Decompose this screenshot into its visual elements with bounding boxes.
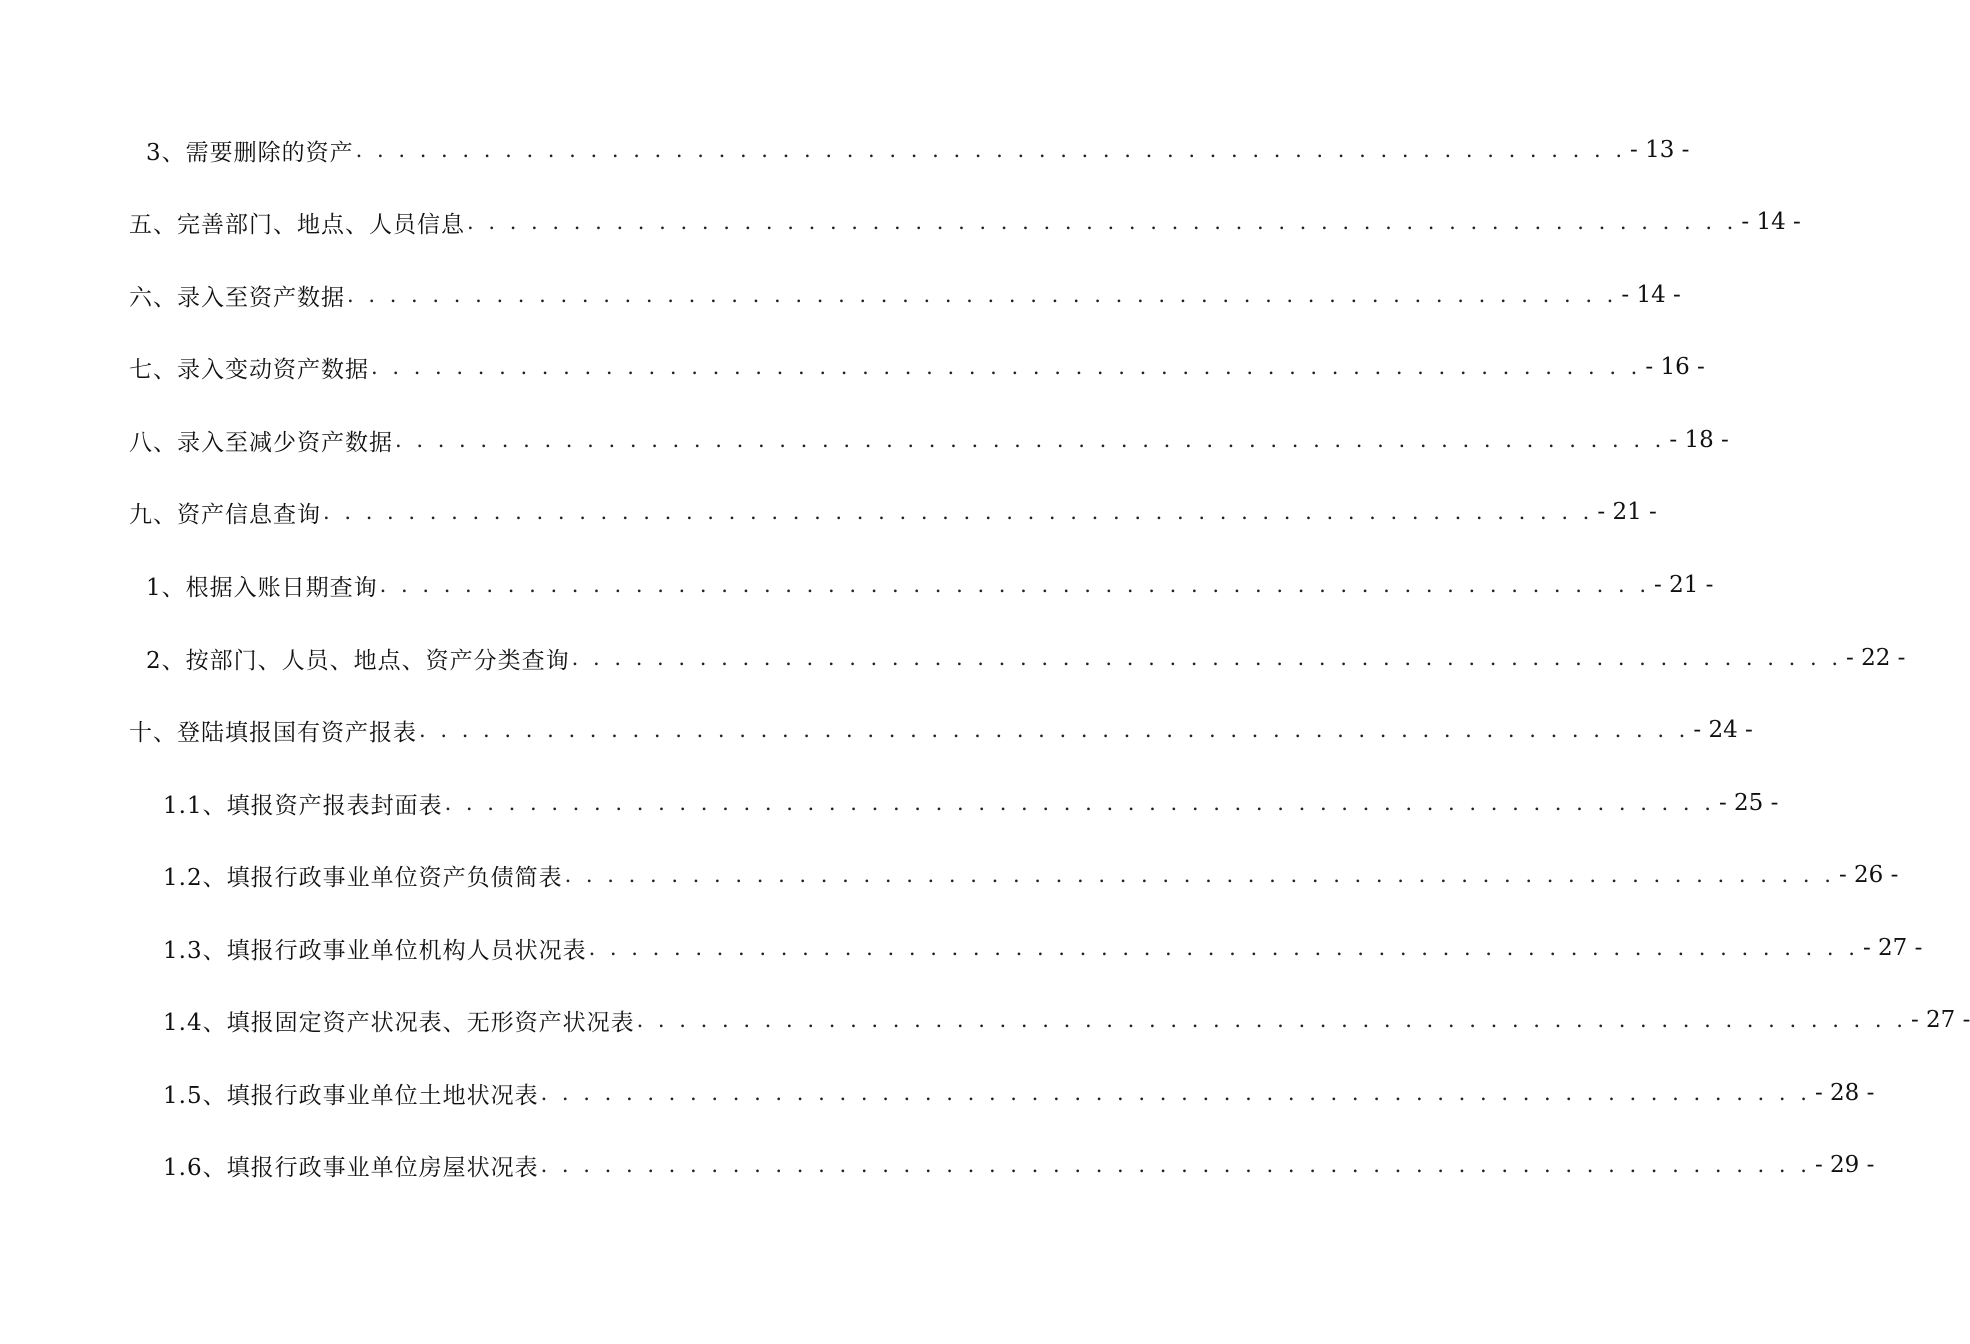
toc-entry-page: - 24 - [1693, 717, 1753, 743]
toc-entry[interactable] [0, 928, 1923, 968]
toc-entry[interactable] [0, 855, 1899, 895]
toc-entry-page: - 14 - [1621, 282, 1681, 308]
toc-dot-leader: . . . . . . . . . . . . . . . . . . . . . . . . . . . . . . . . . . . . . . . . . . . . . . . . . . . . . . . . . . . . [636, 1008, 1907, 1032]
toc-entry-title: 五、完善部门、地点、人员信息 [129, 211, 465, 238]
toc-entry-page: - 18 - [1669, 427, 1729, 453]
toc-entry-title: 七、录入变动资产数据 [129, 356, 369, 383]
toc-entry-title: 九、资产信息查询 [129, 501, 321, 528]
toc-entry-page: - 21 - [1597, 499, 1657, 525]
toc-entry-page: - 14 - [1741, 209, 1801, 235]
toc-entry[interactable] [0, 1073, 1875, 1113]
toc-entry[interactable] [0, 275, 1681, 315]
toc-entry-title: 3、需要删除的资产 [146, 139, 354, 166]
toc-entry[interactable] [0, 783, 1779, 823]
toc-entry[interactable] [0, 710, 1753, 750]
toc-entry-page: - 22 - [1846, 645, 1906, 671]
toc-dot-leader: . . . . . . . . . . . . . . . . . . . . . . . . . . . . . . . . . . . . . . . . . . . . . . . . . . . . . . . . . . . . [564, 863, 1835, 887]
toc-dot-leader: . . . . . . . . . . . . . . . . . . . . . . . . . . . . . . . . . . . . . . . . . . . . . . . . . . . . . . . . . . . . [379, 573, 1651, 597]
toc-entry-page: - 13 - [1630, 137, 1690, 163]
toc-entry-page: - 29 - [1814, 1152, 1875, 1178]
toc-entry-title: 1.2、填报行政事业单位资产负债简表 [163, 864, 563, 891]
toc-dot-leader: . . . . . . . . . . . . . . . . . . . . . . . . . . . . . . . . . . . . . . . . . . . . . . . . . . . . . . . . . . . . [467, 210, 1738, 234]
toc-entry-title: 1.1、填报资产报表封面表 [163, 792, 443, 819]
toc-entry-title: 1.5、填报行政事业单位土地状况表 [163, 1082, 539, 1109]
toc-dot-leader: . . . . . . . . . . . . . . . . . . . . . . . . . . . . . . . . . . . . . . . . . . . . . . . . . . . . . . . . . . . . [540, 1081, 1811, 1105]
toc-entry-title: 八、录入至减少资产数据 [129, 429, 393, 456]
toc-dot-leader: . . . . . . . . . . . . . . . . . . . . . . . . . . . . . . . . . . . . . . . . . . . . . . . . . . . . . . . . . . . . [540, 1153, 1811, 1177]
toc-entry[interactable] [0, 1145, 1875, 1185]
toc-dot-leader: . . . . . . . . . . . . . . . . . . . . . . . . . . . . . . . . . . . . . . . . . . . . . . . . . . . . . . . . . . . . [444, 791, 1715, 815]
toc-entry-title: 2、按部门、人员、地点、资产分类查询 [146, 647, 570, 674]
toc-entry[interactable] [0, 565, 1714, 605]
toc-entry-title: 1.6、填报行政事业单位房屋状况表 [163, 1154, 539, 1181]
toc-entry[interactable] [0, 130, 1690, 170]
toc-entry-title: 六、录入至资产数据 [129, 284, 345, 311]
toc-entry-page: - 25 - [1718, 790, 1779, 816]
toc-entry-page: - 16 - [1645, 354, 1705, 380]
toc-dot-leader: . . . . . . . . . . . . . . . . . . . . . . . . . . . . . . . . . . . . . . . . . . . . . . . . . . . . . . . . . . . . [371, 355, 1642, 379]
toc-entry-page: - 26 - [1838, 862, 1899, 888]
toc-entry[interactable] [0, 492, 1657, 532]
toc-entry-page: - 28 - [1814, 1080, 1875, 1106]
toc-entry-title: 1、根据入账日期查询 [146, 574, 378, 601]
toc-entry[interactable] [0, 638, 1906, 678]
toc-dot-leader: . . . . . . . . . . . . . . . . . . . . . . . . . . . . . . . . . . . . . . . . . . . . . . . . . . . . . . . . . . . . [588, 936, 1859, 960]
toc-entry[interactable] [0, 202, 1801, 242]
toc-entry-title: 十、登陆填报国有资产报表 [129, 719, 417, 746]
toc-dot-leader: . . . . . . . . . . . . . . . . . . . . . . . . . . . . . . . . . . . . . . . . . . . . . . . . . . . . . . . . . . . . [347, 283, 1618, 307]
toc-dot-leader: . . . . . . . . . . . . . . . . . . . . . . . . . . . . . . . . . . . . . . . . . . . . . . . . . . . . . . . . . . . . [395, 428, 1666, 452]
toc-dot-leader: . . . . . . . . . . . . . . . . . . . . . . . . . . . . . . . . . . . . . . . . . . . . . . . . . . . . . . . . . . . . [323, 500, 1594, 524]
toc-entry-page: - 27 - [1862, 935, 1923, 961]
toc-entry[interactable] [0, 347, 1705, 387]
toc-entry[interactable] [0, 420, 1729, 460]
toc-entry[interactable] [0, 1000, 1970, 1040]
toc-entry-title: 1.4、填报固定资产状况表、无形资产状况表 [163, 1009, 635, 1036]
toc-dot-leader: . . . . . . . . . . . . . . . . . . . . . . . . . . . . . . . . . . . . . . . . . . . . . . . . . . . . . . . . . . . . [419, 718, 1690, 742]
toc-entry-page: - 27 - [1910, 1007, 1970, 1033]
toc-entry-page: - 21 - [1654, 572, 1714, 598]
toc-entry-title: 1.3、填报行政事业单位机构人员状况表 [163, 937, 587, 964]
toc-dot-leader: . . . . . . . . . . . . . . . . . . . . . . . . . . . . . . . . . . . . . . . . . . . . . . . . . . . . . . . . . . . . [355, 138, 1627, 162]
toc-dot-leader: . . . . . . . . . . . . . . . . . . . . . . . . . . . . . . . . . . . . . . . . . . . . . . . . . . . . . . . . . . . . [571, 646, 1843, 670]
